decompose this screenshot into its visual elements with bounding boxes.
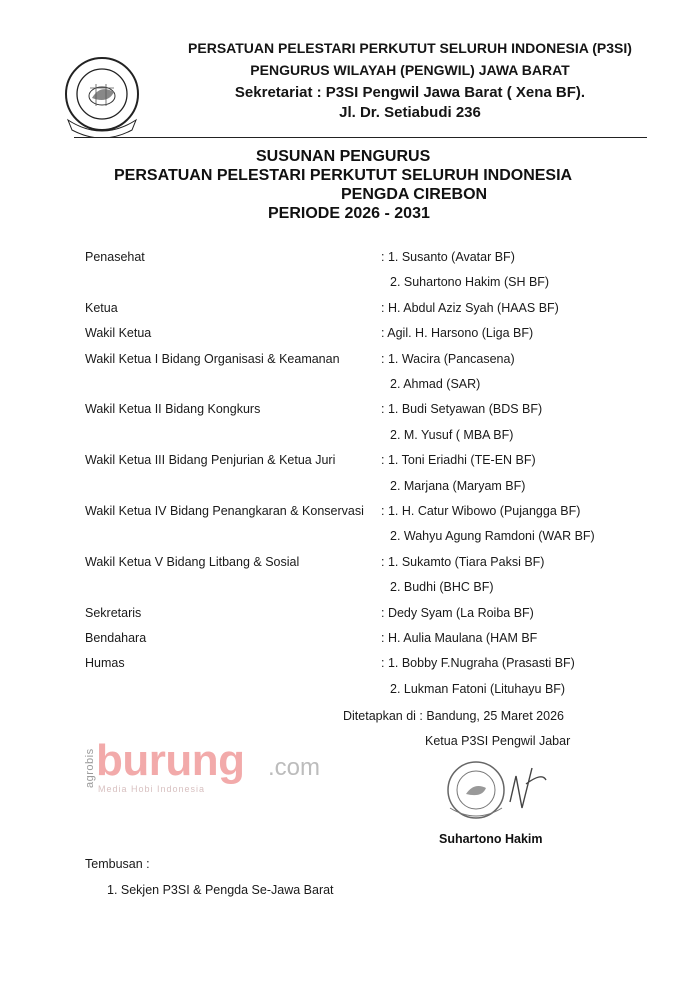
officer-position: Wakil Ketua: [85, 326, 152, 341]
officer-name: : 1. Wacira (Pancasena): [381, 351, 515, 366]
officer-name: 2. Lukman Fatoni (Lituhayu BF): [390, 681, 566, 696]
officer-name: : Agil. H. Harsono (Liga BF): [381, 326, 534, 341]
watermark: [82, 736, 342, 798]
officer-name: 2. Ahmad (SAR): [390, 377, 481, 391]
officer-position: Sekretaris: [85, 605, 142, 620]
officer-position: Wakil Ketua I Bidang Organisasi & Keamanan: [85, 351, 340, 366]
officer-name: : 1. Toni Eriadhi (TE-EN BF): [381, 453, 536, 468]
officer-name: : 1. Susanto (Avatar BF): [381, 250, 515, 264]
officer-position: Wakil Ketua II Bidang Kongkurs: [85, 402, 261, 417]
officer-name: : 1. Budi Setyawan (BDS BF): [381, 402, 543, 417]
org-region: PENGURUS WILAYAH (PENGWIL) JAWA BARAT: [250, 62, 570, 78]
officer-name: 2. Wahyu Agung Ramdoni (WAR BF): [390, 529, 595, 544]
doc-title: SUSUNAN PENGURUS: [256, 148, 431, 165]
officer-name: : H. Abdul Aziz Syah (HAAS BF): [381, 300, 559, 315]
cc-item: 1. Sekjen P3SI & Pengda Se-Jawa Barat: [107, 883, 334, 897]
doc-subtitle: PERSATUAN PELESTARI PERKUTUT SELURUH INDONESIA: [114, 167, 573, 184]
officer-name: : 1. H. Catur Wibowo (Pujangga BF): [381, 504, 581, 518]
officer-name: : 1. Sukamto (Tiara Paksi BF): [381, 554, 545, 569]
officer-position: Humas: [85, 656, 125, 671]
officer-position: Penasehat: [85, 250, 145, 264]
officer-name: 2. M. Yusuf ( MBA BF): [390, 427, 514, 442]
stipulation: Ditetapkan di : Bandung, 25 Maret 2026: [343, 709, 564, 723]
officer-position: Wakil Ketua V Bidang Litbang & Sosial: [85, 554, 300, 569]
officer-position: Bendahara: [85, 631, 147, 645]
watermark-sub: Media Hobi Indonesia: [98, 784, 206, 794]
officer-position: Wakil Ketua III Bidang Penjurian & Ketua Juri: [85, 453, 336, 468]
doc-branch: PENGDA CIREBON: [341, 186, 488, 203]
officer-name: : Dedy Syam (La Roiba BF): [381, 605, 534, 620]
watermark-agro: agrobis: [84, 748, 96, 788]
watermark-tld: .com: [268, 754, 321, 781]
officer-position: Wakil Ketua IV Bidang Penangkaran & Konservasi: [85, 504, 364, 518]
p3si-logo: [62, 54, 142, 138]
doc-period: PERIODE 2026 - 2031: [268, 205, 430, 222]
watermark-brand: burung: [96, 736, 245, 785]
stamp-and-signature: [446, 758, 556, 822]
signer-role: Ketua P3SI Pengwil Jabar: [425, 734, 571, 748]
officer-name: : H. Aulia Maulana (HAM BF: [381, 631, 538, 645]
officer-name: : 1. Bobby F.Nugraha (Prasasti BF): [381, 656, 575, 671]
officer-name: 2. Suhartono Hakim (SH BF): [390, 275, 550, 290]
signer-name: Suhartono Hakim: [439, 832, 543, 846]
org-name: PERSATUAN PELESTARI PERKUTUT SELURUH INDONESIA (P3SI): [188, 40, 632, 56]
officer-name: 2. Marjana (Maryam BF): [390, 478, 526, 493]
officer-position: Ketua: [85, 300, 118, 315]
header-divider: [74, 137, 647, 138]
cc-label: Tembusan :: [85, 857, 150, 871]
address: Jl. Dr. Setiabudi 236: [339, 104, 481, 121]
secretariat: Sekretariat : P3SI Pengwil Jawa Barat ( Xena BF).: [234, 84, 586, 101]
officer-name: 2. Budhi (BHC BF): [390, 580, 494, 595]
